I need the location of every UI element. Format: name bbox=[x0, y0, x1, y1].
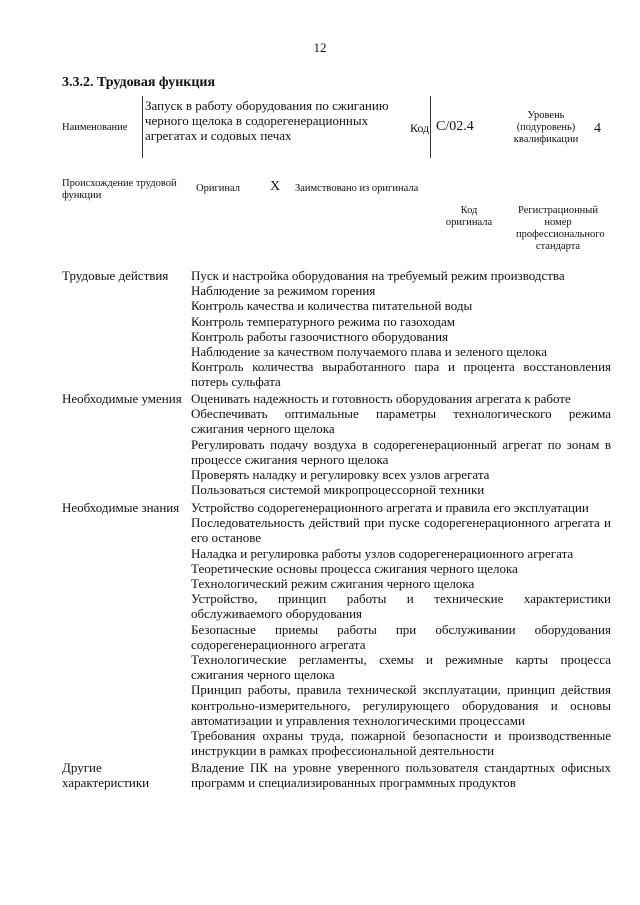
list-item: Пуск и настройка оборудования на требуемый режим производства bbox=[191, 268, 565, 283]
original-code-label: Код оригинала bbox=[445, 205, 493, 228]
row-label-other: Другие характеристики bbox=[62, 760, 150, 790]
list-item: Контроль качества и количества питательной воды bbox=[191, 298, 473, 314]
origin-label: Происхождение трудовой функции bbox=[62, 178, 177, 201]
list-item: Проверять наладку и регулировку всех узлов агрегата bbox=[191, 467, 490, 483]
page-number: 12 bbox=[313, 40, 327, 55]
list-item: Регулировать подачу воздуха в содорегенерационный агрегат по зонам в процессе сжигания черного щелока bbox=[191, 436, 611, 467]
list-item: Контроль работы газоочистного оборудования bbox=[191, 328, 449, 344]
divider bbox=[430, 96, 431, 158]
row-label-actions: Трудовые действия bbox=[62, 268, 169, 283]
row-label-skills: Необходимые умения bbox=[62, 391, 182, 406]
row-items-other bbox=[191, 760, 611, 790]
list-item: Контроль количества выработанного пара и процента восстановления потерь сульфата bbox=[191, 359, 611, 390]
level-label: Уровень (подуровень) квалификации bbox=[513, 110, 579, 145]
level-value: 4 bbox=[594, 121, 601, 136]
registration-number-label: Регистрационный номер профессионального стандарта bbox=[516, 205, 605, 252]
list-item: Устройство содорегенерационного агрегата и правила его эксплуатации bbox=[191, 500, 589, 515]
origin-original: Оригинал bbox=[196, 183, 240, 194]
origin-borrowed: Заимствовано из оригинала bbox=[295, 183, 419, 194]
list-item: Наблюдение за качеством получаемого плава и зеленого щелока bbox=[191, 344, 547, 360]
function-name: Запуск в работу оборудования по сжиганию черного щелока в содорегенерационных агрегатах и содовых печах bbox=[145, 98, 389, 143]
list-item: Наладка и регулировка работы узлов содорегенерационного агрегата bbox=[191, 545, 574, 561]
code-label: Код bbox=[410, 121, 430, 135]
origin-mark: X bbox=[270, 179, 281, 194]
section-title: 3.3.2. Трудовая функция bbox=[62, 75, 216, 90]
list-item: Последовательность действий при пуске содорегенерационного агрегата и его останове bbox=[191, 515, 611, 546]
list-item: Контроль температурного режима по газоходам bbox=[191, 313, 456, 329]
list-item: Наблюдение за режимом горения bbox=[191, 283, 376, 299]
list-item: Требования охраны труда, пожарной безопасности и производственные инструкции в рамках профессиональной деятельности bbox=[191, 728, 611, 759]
row-label-knowledge: Необходимые знания bbox=[62, 500, 180, 515]
list-item: Безопасные приемы работы при обслуживании оборудования содорегенерационного агрегата bbox=[191, 621, 611, 652]
row-items-skills bbox=[191, 391, 611, 497]
list-item: Принцип работы, правила технической эксплуатации, принцип действия контрольно-измерительного, регулирующего оборудования и основы автоматизации и управления технологическими процессами bbox=[191, 682, 611, 728]
divider bbox=[142, 96, 143, 158]
list-item: Технологические регламенты, схемы и режимные карты процесса сжигания черного щелока bbox=[191, 652, 611, 683]
list-item: Обеспечивать оптимальные параметры технологического режима сжигания черного щелока bbox=[191, 406, 611, 437]
code-value: C/02.4 bbox=[436, 119, 474, 134]
list-item: Оценивать надежность и готовность оборудования агрегата к работе bbox=[191, 391, 571, 406]
list-item: Технологический режим сжигания черного щелока bbox=[191, 576, 475, 592]
list-item: Владение ПК на уровне уверенного пользователя стандартных офисных программ и специализированных программных продуктов bbox=[191, 760, 611, 791]
row-items-knowledge bbox=[191, 500, 611, 758]
list-item: Пользоваться системой микропроцессорной техники bbox=[191, 482, 485, 498]
name-label: Наименование bbox=[62, 122, 128, 133]
list-item: Устройство, принцип работы и технические характеристики обслуживаемого оборудования bbox=[191, 591, 611, 622]
row-items-actions bbox=[191, 268, 611, 390]
list-item: Теоретические основы процесса сжигания черного щелока bbox=[191, 560, 518, 576]
